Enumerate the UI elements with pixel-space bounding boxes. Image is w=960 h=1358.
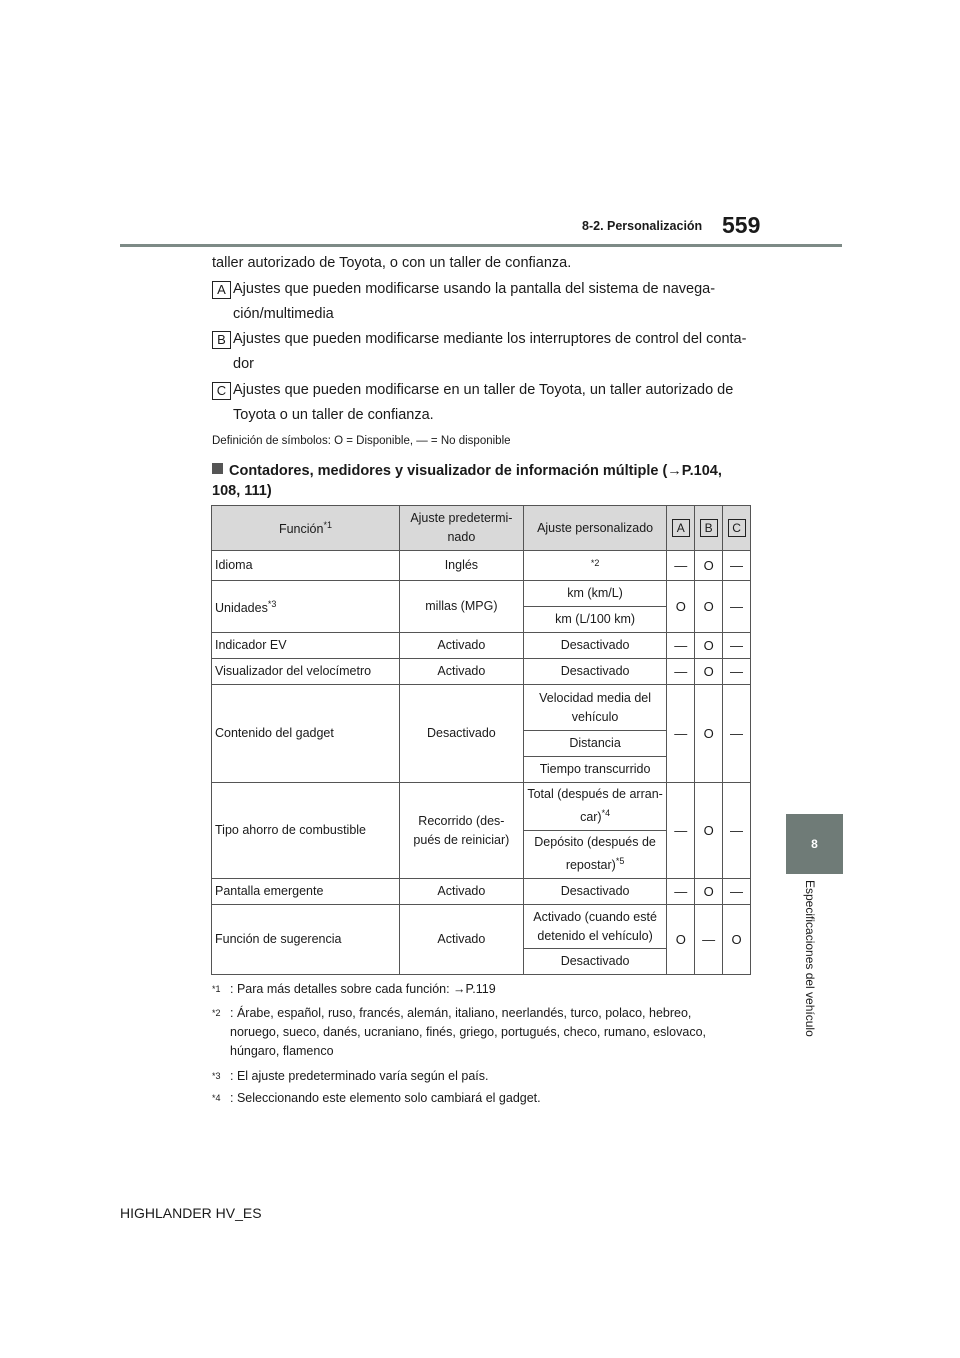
footnote-1: *1 : Para más detalles sobre cada función: →P.119 [212, 982, 496, 996]
square-bullet-icon [212, 463, 223, 474]
col-a: A [667, 506, 695, 551]
subheading-line1: Contadores, medidores y visualizador de información múltiple (→P.104, [229, 463, 722, 479]
table-row [212, 633, 751, 659]
footnote-3: *3 : El ajuste predeterminado varía según el país. [212, 1069, 489, 1083]
cell: Velocidad media del vehículo [523, 685, 667, 731]
cell: — [723, 685, 751, 783]
letter-b-box: B [212, 331, 231, 349]
col-c: C [723, 506, 751, 551]
letter-c-box: C [212, 382, 231, 400]
col-funcion: Función$^{*1}$ [212, 506, 400, 551]
table-row [212, 879, 751, 905]
cell: km (km/L) [523, 581, 667, 607]
table-header [212, 506, 751, 551]
cell: Unidades$^{*3}$ [212, 581, 400, 633]
cell: — [667, 783, 695, 879]
legend-text: dor [233, 356, 254, 372]
cell: — [723, 783, 751, 879]
cell: Inglés [399, 551, 523, 581]
header-rule [120, 244, 842, 247]
cell: Desactivado [523, 659, 667, 685]
cell: Total (después de arran- car)$^{*4}$ [523, 783, 667, 831]
cell: Indicador EV [212, 633, 400, 659]
intro-text: taller autorizado de Toyota, o con un taller de confianza. [212, 255, 572, 271]
cell: Distancia [523, 731, 667, 757]
legend-text: Toyota o un taller de confianza. [233, 407, 434, 423]
cell: — [723, 551, 751, 581]
table-row [212, 551, 751, 581]
cell: Desactivado [523, 879, 667, 905]
cell: O [695, 685, 723, 783]
cell: — [723, 581, 751, 633]
col-custom: Ajuste personalizado [523, 506, 667, 551]
cell: — [667, 633, 695, 659]
cell: — [723, 879, 751, 905]
cell: Recorrido (des- pués de reiniciar) [399, 783, 523, 879]
cell: O [667, 581, 695, 633]
chapter-tab[interactable]: 8 [786, 814, 843, 874]
legend-item-a [212, 277, 752, 327]
cell: Pantalla emergente [212, 879, 400, 905]
col-default: Ajuste predetermi- nado [399, 506, 523, 551]
table-row [212, 659, 751, 685]
table-row [212, 783, 751, 831]
cell: Tiempo transcurrido [523, 757, 667, 783]
cell: — [667, 685, 695, 783]
legend-item-b [212, 327, 752, 377]
page-number: 559 [722, 212, 761, 238]
cell: Desactivado [399, 685, 523, 783]
cell: O [695, 659, 723, 685]
cell: — [667, 879, 695, 905]
cell: millas (MPG) [399, 581, 523, 633]
cell: Desactivado [523, 633, 667, 659]
legend-item-c [212, 378, 752, 428]
cell: *2 [523, 551, 667, 581]
legend-text: ción/multimedia [233, 306, 334, 322]
cell: O [695, 581, 723, 633]
cell: O [695, 633, 723, 659]
subheading [212, 461, 752, 501]
cell: Depósito (después de repostar)$^{*5}$ [523, 831, 667, 879]
section-title: 8-2. Personalización [582, 219, 703, 233]
cell: km (L/100 km) [523, 607, 667, 633]
cell: Activado [399, 905, 523, 975]
cell: Activado (cuando esté detenido el vehículo) [523, 905, 667, 949]
footnote-4: *4 : Seleccionando este elemento solo cambiará el gadget. [212, 1091, 541, 1105]
cell: Tipo ahorro de combustible [212, 783, 400, 879]
cell: — [667, 659, 695, 685]
cell: Visualizador del velocímetro [212, 659, 400, 685]
footnote-2: *2 : Árabe, español, ruso, francés, alemán, italiano, neerlandés, turco, polaco, hebreo, noruego, sueco, danés, ucraniano, finés, griego, portugués, checo, rumano, eslovaco, húngaro, flamenco [212, 1006, 706, 1058]
settings-table [211, 505, 751, 975]
cell: Contenido del gadget [212, 685, 400, 783]
table-row [212, 581, 751, 607]
cell: — [695, 905, 723, 975]
col-b: B [695, 506, 723, 551]
cell: Función de sugerencia [212, 905, 400, 975]
cell: Desactivado [523, 949, 667, 975]
symbol-definition: Definición de símbolos: O = Disponible, — = No disponible [212, 435, 511, 447]
cell: Activado [399, 659, 523, 685]
legend-text: Ajustes que pueden modificarse en un taller de Toyota, un taller autorizado de [233, 382, 734, 398]
subheading-line2: 108, 111) [212, 483, 272, 499]
cell: Activado [399, 879, 523, 905]
cell: O [695, 879, 723, 905]
chapter-label: Especificaciones del vehículo [803, 880, 817, 1037]
cell: — [723, 633, 751, 659]
table-row [212, 905, 751, 949]
letter-a-box: A [212, 281, 231, 299]
cell: Activado [399, 633, 523, 659]
cell: O [695, 551, 723, 581]
cell: — [723, 659, 751, 685]
cell: O [695, 783, 723, 879]
model-footer: HIGHLANDER HV_ES [120, 1205, 262, 1221]
table-row [212, 685, 751, 731]
cell: Idioma [212, 551, 400, 581]
legend-text: Ajustes que pueden modificarse mediante los interruptores de control del conta- [233, 331, 747, 347]
cell: O [723, 905, 751, 975]
cell: O [667, 905, 695, 975]
cell: — [667, 551, 695, 581]
legend-text: Ajustes que pueden modificarse usando la pantalla del sistema de navega- [233, 281, 716, 297]
